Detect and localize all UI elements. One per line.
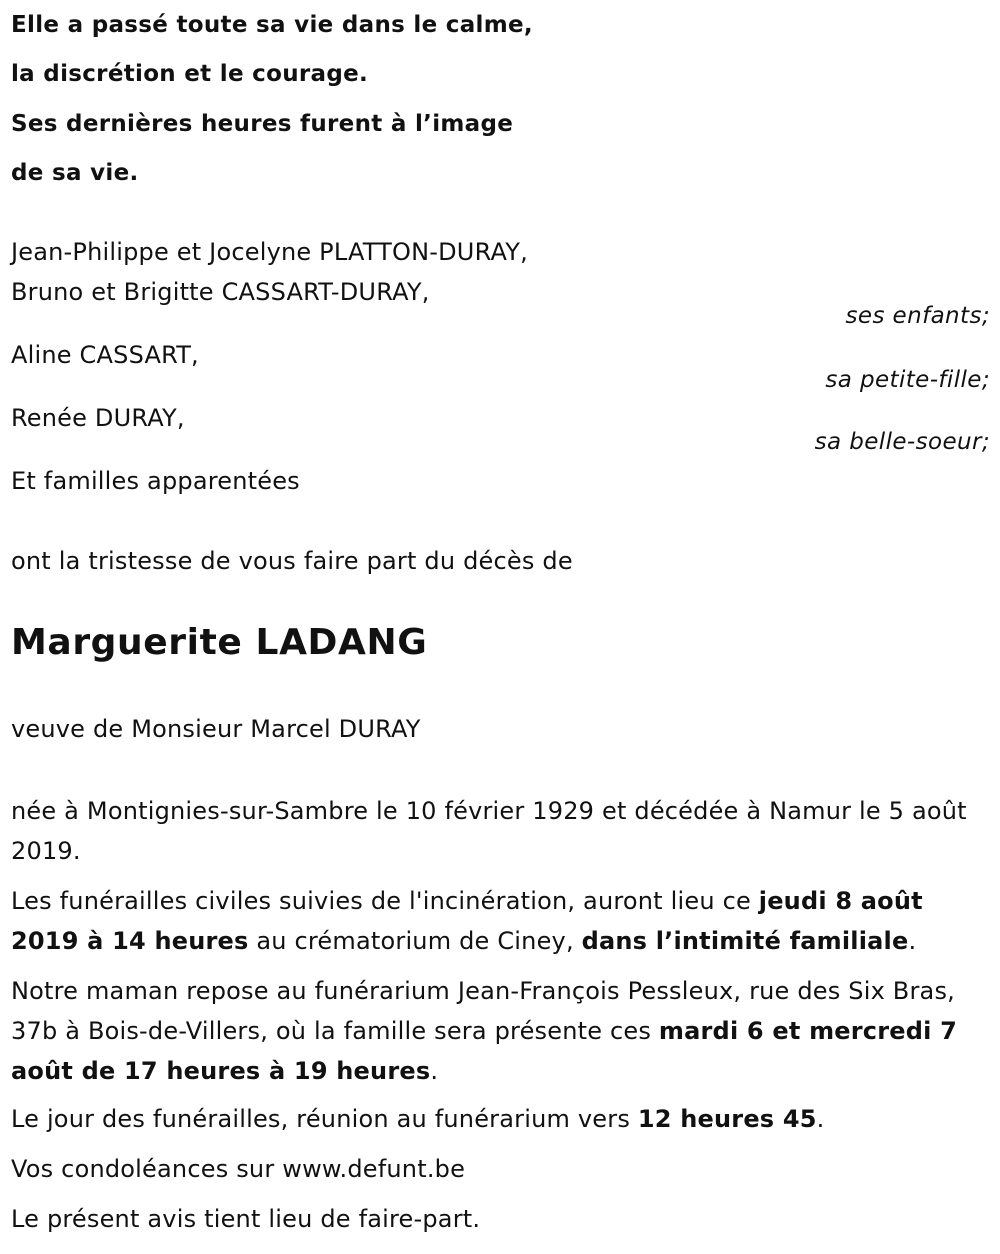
- funeral-paragraph: [11, 881, 986, 961]
- relatives-line: Et familles apparentées: [11, 467, 300, 495]
- intro-line-3: Ses dernières heures furent à l’image: [11, 111, 514, 137]
- birth-death-paragraph: née à Montignies-sur-Sambre le 10 février 1929 et décédée à Namur le 5 août 2019.: [11, 797, 967, 865]
- granddaughter-name: Aline CASSART,: [11, 341, 199, 369]
- rest-text-2: .: [430, 1057, 439, 1085]
- deceased-name: Marguerite LADANG: [11, 622, 428, 663]
- faire-part-notice: Le présent avis tient lieu de faire-part.: [11, 1205, 481, 1233]
- meeting-time: 12 heures 45: [637, 1105, 817, 1133]
- children-line-1: Jean-Philippe et Jocelyne PLATTON-DURAY,: [11, 238, 528, 266]
- intro-line-4: de sa vie.: [11, 160, 139, 186]
- meeting-text-1: Le jour des funérailles, réunion au funérarium vers: [11, 1105, 638, 1133]
- sister-in-law-name: Renée DURAY,: [11, 404, 185, 432]
- children-line-2: Bruno et Brigitte CASSART-DURAY,: [11, 278, 430, 306]
- children-role: ses enfants;: [845, 303, 990, 329]
- funeral-intimacy: dans l’intimité familiale: [581, 927, 909, 955]
- funeral-text-3: .: [908, 927, 917, 955]
- announcement-line: ont la tristesse de vous faire part du décès de: [11, 547, 573, 575]
- intro-line-1: Elle a passé toute sa vie dans le calme,: [11, 12, 533, 38]
- intro-line-2: la discrétion et le courage.: [11, 61, 369, 87]
- rest-dates: mardi 6 et mercredi 7 août de 17 heures à 19 heures: [11, 1017, 958, 1085]
- meeting-text-2: .: [816, 1105, 825, 1133]
- funeral-text-2: au crématorium de Ciney,: [248, 927, 582, 955]
- rest-text-1: Notre maman repose au funérarium Jean-François Pessleux, rue des Six Bras, 37b à Bois-de-Villers, où la famille sera présente ces: [11, 977, 955, 1045]
- meeting-paragraph: [11, 1099, 986, 1139]
- sister-in-law-role: sa belle-soeur;: [814, 429, 990, 455]
- funeral-text-1: Les funérailles civiles suivies de l'incinération, auront lieu ce: [11, 887, 759, 915]
- rest-paragraph: [11, 971, 986, 1091]
- widow-of-line: veuve de Monsieur Marcel DURAY: [11, 715, 421, 743]
- granddaughter-role: sa petite-fille;: [825, 367, 990, 393]
- condolences-line: Vos condoléances sur www.defunt.be: [11, 1155, 466, 1183]
- funeral-date: jeudi 8 août 2019 à 14 heures: [11, 887, 923, 955]
